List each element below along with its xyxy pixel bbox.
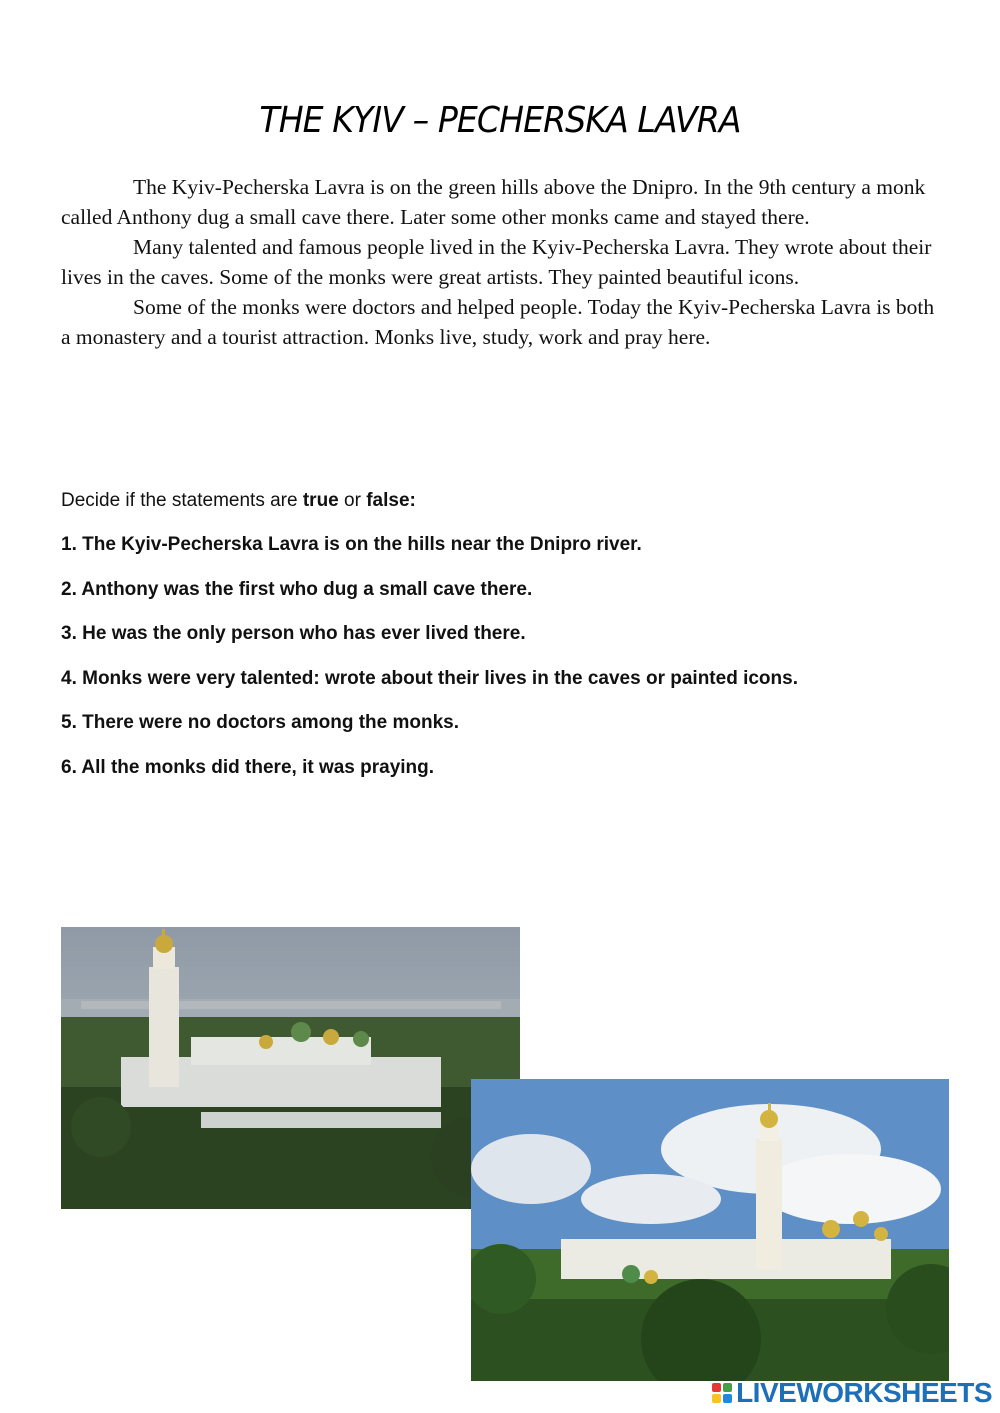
liveworksheets-logo-icon: [712, 1383, 732, 1403]
statement-5: 5. There were no doctors among the monks.: [61, 712, 460, 733]
reading-passage: [61, 172, 941, 352]
page-title: THE KYIV – PECHERSKA LAVRA: [259, 100, 741, 141]
prompt-false-word: false:: [366, 490, 416, 511]
lavra-photo-aerial: [61, 927, 520, 1209]
prompt-true-word: true: [302, 490, 339, 511]
statement-4: 4. Monks were very talented: wrote about their lives in the caves or painted icons.: [61, 667, 798, 689]
passage-paragraph-2: Many talented and famous people lived in the Kyiv-Pecherska Lavra. They wrote about their lives in the caves. Some of the monks were great artists. They painted beautiful icons.: [61, 235, 932, 289]
statement-3: 3. He was the only person who has ever lived there.: [61, 623, 526, 644]
brand-name: LIVEWORKSHEETS: [736, 1377, 992, 1408]
prompt-or-word: or: [338, 490, 367, 511]
lavra-photo-hills: [471, 1079, 949, 1381]
task-prompt: [61, 490, 961, 512]
passage-paragraph-3: Some of the monks were doctors and helped people. Today the Kyiv-Pecherska Lavra is both a monastery and a tourist attraction. Monks live, study, work and pray here.: [61, 295, 935, 349]
lavra-hills-image: [471, 1079, 949, 1381]
passage-paragraph-1: The Kyiv-Pecherska Lavra is on the green hills above the Dnipro. In the 9th century a monk called Anthony dug a small cave there. Later some other monks came and stayed there.: [61, 175, 926, 229]
statement-6: 6. All the monks did there, it was praying.: [61, 756, 435, 778]
true-false-task: [61, 490, 961, 801]
statement-2: 2. Anthony was the first who dug a small cave there.: [61, 578, 533, 600]
statement-1: 1. The Kyiv-Pecherska Lavra is on the hills near the Dnipro river.: [61, 534, 642, 555]
statement-list: [61, 534, 961, 801]
prompt-text: Decide if the statements are: [61, 490, 303, 511]
lavra-aerial-image: [61, 927, 520, 1209]
liveworksheets-brand: [712, 1377, 992, 1409]
